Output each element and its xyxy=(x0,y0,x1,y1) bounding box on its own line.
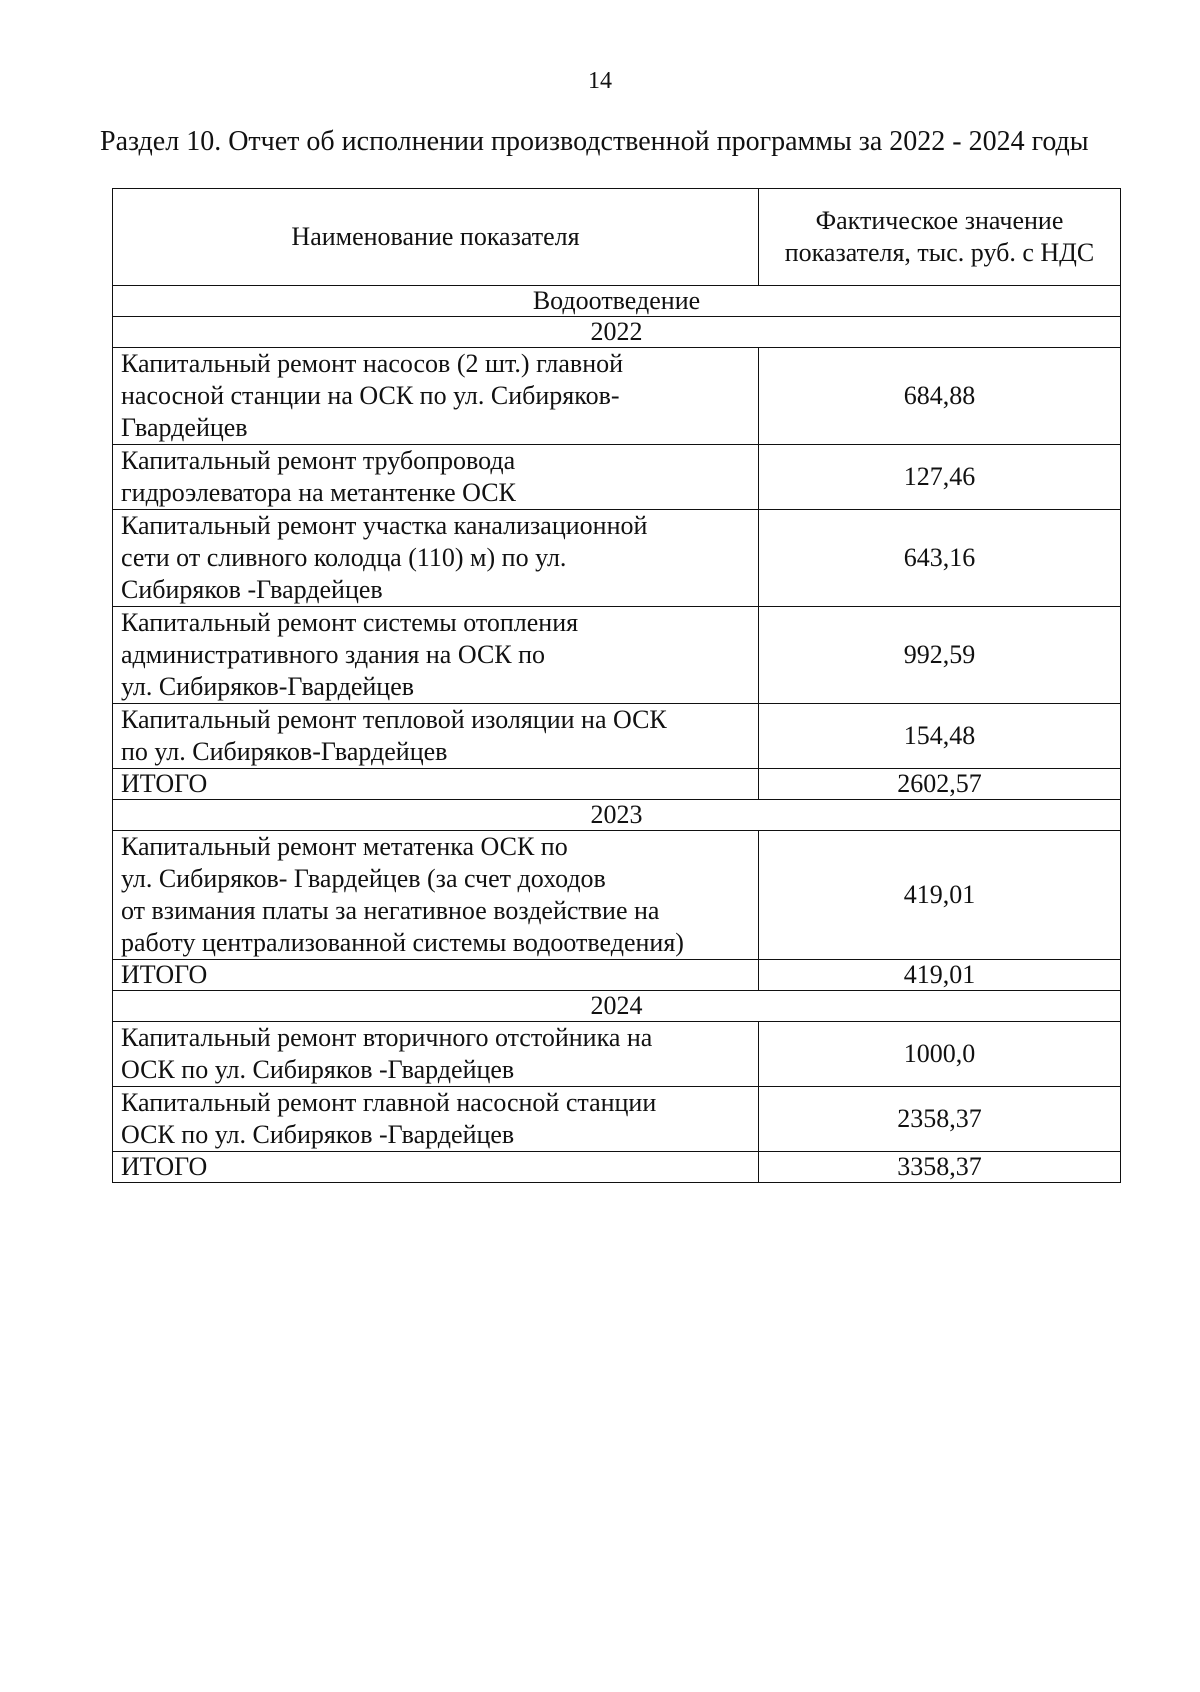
row-value: 643,16 xyxy=(759,510,1121,607)
row-name: Капитальный ремонт вторичного отстойника на ОСК по ул. Сибиряков -Гвардейцев xyxy=(113,1022,759,1087)
row-value: 419,01 xyxy=(759,831,1121,960)
table-row xyxy=(113,607,1121,704)
row-value: 992,59 xyxy=(759,607,1121,704)
table-row xyxy=(113,831,1121,960)
table-row xyxy=(113,1022,1121,1087)
row-name: Капитальный ремонт трубопровода гидроэлеватора на метантенке ОСК xyxy=(113,445,759,510)
year-label: 2024 xyxy=(113,991,1121,1022)
total-row-2022 xyxy=(113,769,1121,800)
row-value: 2358,37 xyxy=(759,1087,1121,1152)
category-label: Водоотведение xyxy=(113,286,1121,317)
row-name: Капитальный ремонт системы отопления административного здания на ОСК по ул. Сибиряков-Гвардейцев xyxy=(113,607,759,704)
header-name-cell: Наименование показателя xyxy=(113,189,759,286)
table-header-row xyxy=(113,189,1121,286)
total-row-2023 xyxy=(113,960,1121,991)
header-value-cell: Фактическое значение показателя, тыс. руб. с НДС xyxy=(759,189,1121,286)
category-row xyxy=(113,286,1121,317)
row-name: Капитальный ремонт главной насосной станции ОСК по ул. Сибиряков -Гвардейцев xyxy=(113,1087,759,1152)
year-label: 2023 xyxy=(113,800,1121,831)
total-label: ИТОГО xyxy=(113,769,759,800)
total-value: 419,01 xyxy=(759,960,1121,991)
page-number: 14 xyxy=(588,68,612,94)
year-row-2022 xyxy=(113,317,1121,348)
row-value: 684,88 xyxy=(759,348,1121,445)
year-row-2024 xyxy=(113,991,1121,1022)
row-name: Капитальный ремонт насосов (2 шт.) главной насосной станции на ОСК по ул. Сибиряков- Гвардейцев xyxy=(113,348,759,445)
row-name: Капитальный ремонт тепловой изоляции на ОСК по ул. Сибиряков-Гвардейцев xyxy=(113,704,759,769)
row-value: 1000,0 xyxy=(759,1022,1121,1087)
row-value: 154,48 xyxy=(759,704,1121,769)
total-label: ИТОГО xyxy=(113,1152,759,1183)
report-table xyxy=(112,188,1121,1183)
row-name: Капитальный ремонт участка канализационной сети от сливного колодца (110) м) по ул. Сибиряков -Гвардейцев xyxy=(113,510,759,607)
table-row xyxy=(113,1087,1121,1152)
row-name: Капитальный ремонт метатенка ОСК по ул. Сибиряков- Гвардейцев (за счет доходов от взимания платы за негативное воздействие на работу централизованной системы водоотведения) xyxy=(113,831,759,960)
table-row xyxy=(113,445,1121,510)
table-row xyxy=(113,510,1121,607)
table-row xyxy=(113,348,1121,445)
row-value: 127,46 xyxy=(759,445,1121,510)
year-label: 2022 xyxy=(113,317,1121,348)
year-row-2023 xyxy=(113,800,1121,831)
section-title: Раздел 10. Отчет об исполнении производственной программы за 2022 - 2024 годы xyxy=(100,126,1089,157)
table-row xyxy=(113,704,1121,769)
total-value: 3358,37 xyxy=(759,1152,1121,1183)
total-label: ИТОГО xyxy=(113,960,759,991)
total-value: 2602,57 xyxy=(759,769,1121,800)
total-row-2024 xyxy=(113,1152,1121,1183)
